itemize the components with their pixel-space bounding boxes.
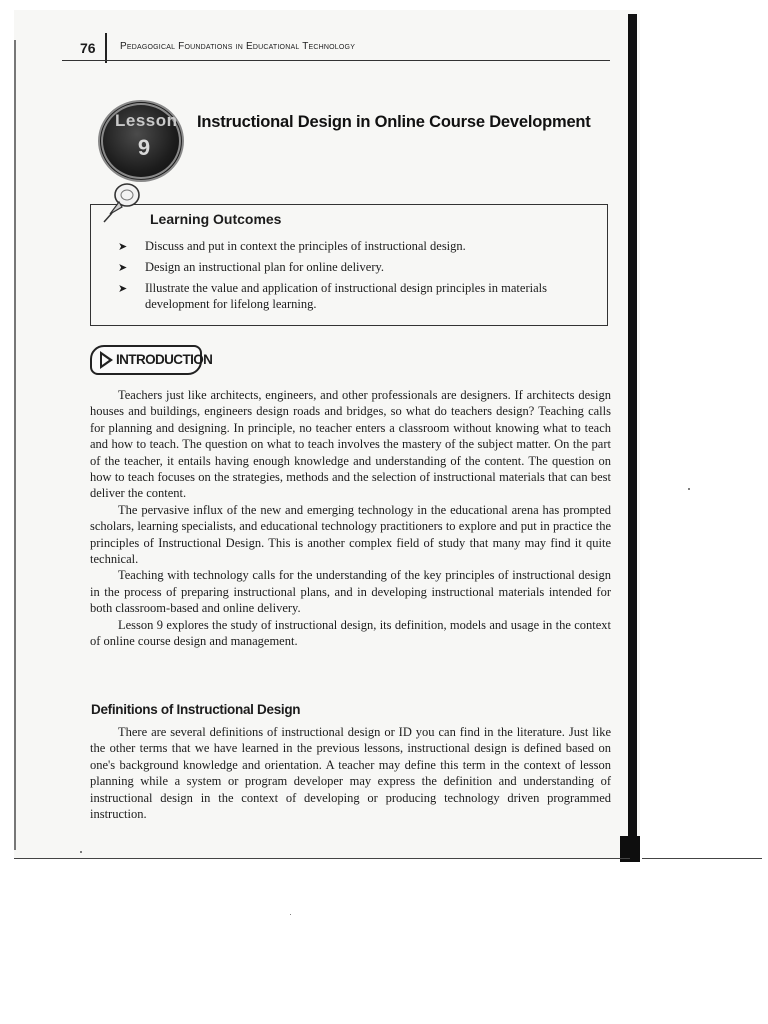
learning-outcome-item xyxy=(118,280,596,312)
learning-outcome-item xyxy=(118,238,596,254)
lesson-badge-number: 9 xyxy=(137,135,151,160)
page-bottom-edge xyxy=(14,858,630,859)
definitions-paragraph: There are several definitions of instructional design or ID you can find in the literature. Just like the other terms that we have learned in the previous lessons, instructional design is defined based on one's background knowledge and orientation. A teacher may define this term in the context of lesson planning while a system or program developer may express the definition and understanding of instructional design in the context of developing or producing technology driven programmed instruction. xyxy=(90,725,611,822)
lesson-badge xyxy=(98,100,184,182)
introduction-body xyxy=(90,387,611,650)
definitions-body xyxy=(90,724,611,822)
arrow-bullet-icon: ➤ xyxy=(118,283,128,295)
introduction-paragraph: The pervasive influx of the new and emerging technology in the educational arena has prompted scholars, learning specialists, and educational technology practitioners to explore and put in practice the principles of Instructional Design. This is another complex field of study that many may find it quite technical. xyxy=(90,502,611,567)
learning-outcome-item xyxy=(118,259,596,275)
running-header-title: Pedagogical Foundations in Educational Technology xyxy=(120,41,356,52)
scan-speck xyxy=(688,488,690,490)
introduction-paragraph: Lesson 9 explores the study of instructional design, its definition, models and usage in the context of online course design and management. xyxy=(90,617,611,649)
scan-speck xyxy=(80,851,82,853)
introduction-paragraph: Teachers just like architects, engineers, and other professionals are designers. If architects design houses and buildings, engineers design roads and bridges, so what do teachers design? Teaching calls for planning and designing. In principle, no teacher enters a classroom without knowing what to teach and how to teach. The question on what to teach involves the mastery of the subject matter. On the part of the teacher, it entails having enough knowledge and understanding of the content. The question on how to teach focuses on the strategies, methods and the selection of instructional materials that can best deliver the content. xyxy=(90,388,611,501)
header-divider xyxy=(105,33,107,63)
learning-outcomes-list xyxy=(118,238,596,317)
page-bottom-edge-right xyxy=(642,858,762,859)
learning-outcome-text: Illustrate the value and application of instructional design principles in materials development for lifelong learning. xyxy=(145,281,547,311)
scan-speck xyxy=(290,914,291,915)
learning-outcome-text: Discuss and put in context the principles of instructional design. xyxy=(145,239,466,253)
lesson-badge-word: Lesson xyxy=(115,111,178,130)
learning-outcome-text: Design an instructional plan for online delivery. xyxy=(145,260,385,274)
lesson-title: Instructional Design in Online Course Development xyxy=(197,113,591,131)
introduction-label: INTRODUCTION xyxy=(116,352,213,367)
scan-edge-left xyxy=(14,40,16,850)
book-spine-shadow xyxy=(628,14,637,862)
introduction-banner xyxy=(90,345,213,375)
arrow-bullet-icon: ➤ xyxy=(118,241,128,253)
push-pin-icon xyxy=(100,180,146,226)
header-rule xyxy=(62,60,610,61)
page-number: 76 xyxy=(80,40,96,56)
arrow-bullet-icon: ➤ xyxy=(118,262,128,274)
learning-outcomes-title: Learning Outcomes xyxy=(150,211,282,227)
definitions-heading: Definitions of Instructional Design xyxy=(91,702,301,717)
play-arrow-icon-inner xyxy=(102,355,109,365)
introduction-paragraph: Teaching with technology calls for the understanding of the key principles of instructional design in the process of preparing instructional plans, and in developing instructional materials intended for both classroom-based and online delivery. xyxy=(90,568,611,616)
